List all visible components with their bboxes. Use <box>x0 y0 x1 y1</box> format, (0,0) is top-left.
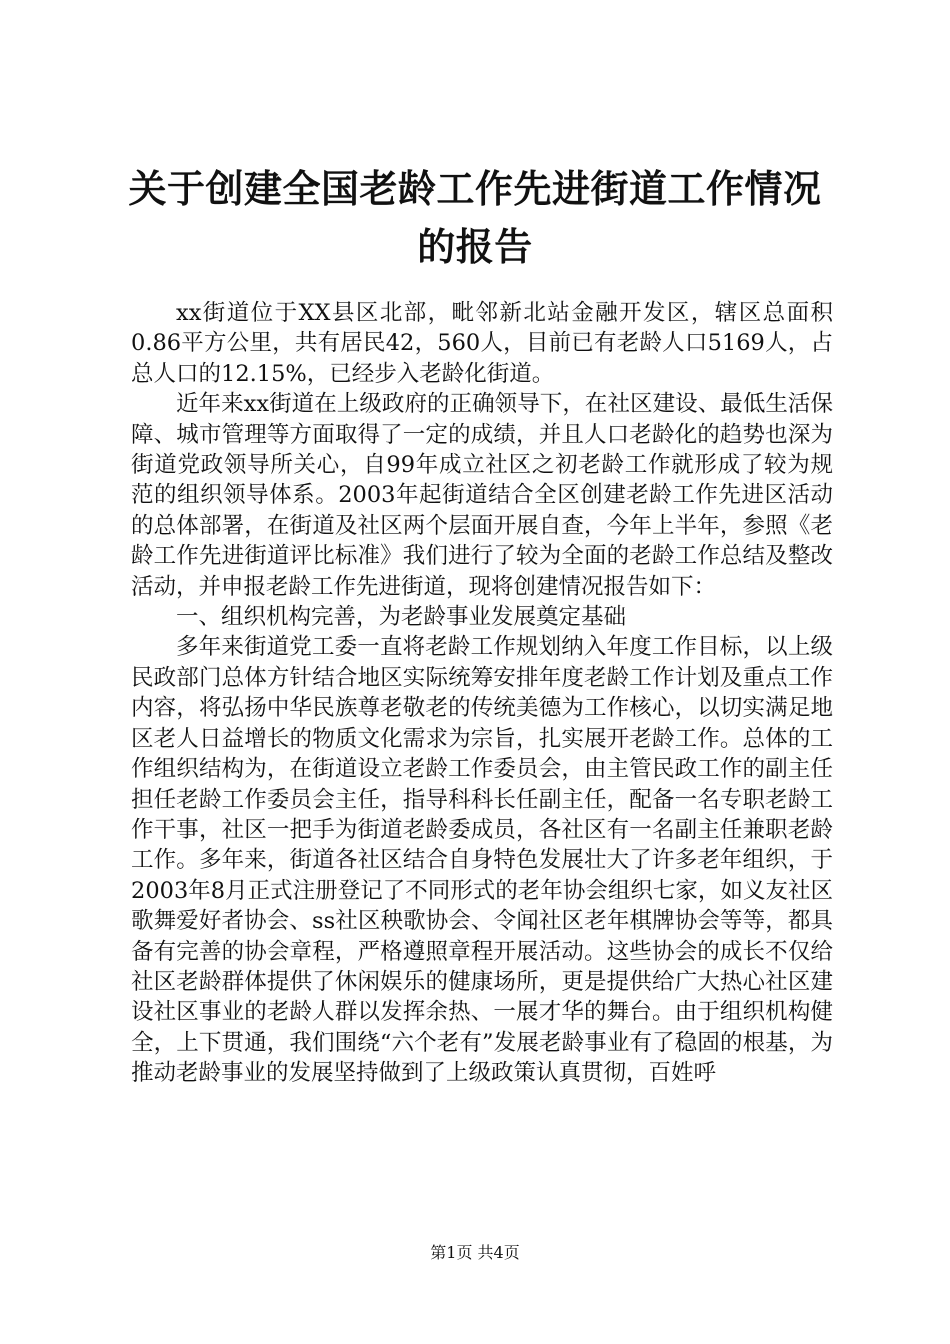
paragraph-background: 近年来xx街道在上级政府的正确领导下，在社区建设、最低生活保障、城市管理等方面取得了一定的成绩，并且人口老龄化的趋势也深为街道党政领导所关心，自99年成立社区之初老龄工作就形成了较为规范的组织领导体系。2003年起街道结合全区创建老龄工作先进区活动的总体部署，在街道及社区两个层面开展自查，今年上半年，参照《老龄工作先进街道评比标准》我们进行了较为全面的老龄工作总结及整改活动，并申报老龄工作先进街道，现将创建情况报告如下： <box>131 391 833 600</box>
paragraph-organization: 多年来街道党工委一直将老龄工作规划纳入年度工作目标，以上级民政部门总体方针结合地区实际统筹安排年度老龄工作计划及重点工作内容，将弘扬中华民族尊老敬老的传统美德为工作核心，以切实满足地区老人日益增长的物质文化需求为宗旨，扎实展开老龄工作。总体的工作组织结构为，在街道设立老龄工作委员会，由主管民政工作的副主任担任老龄工作委员会主任，指导科科长任副主任，配备一名专职老龄工作干事，社区一把手为街道老龄委成员，各社区有一名副主任兼职老龄工作。多年来，街道各社区结合自身特色发展壮大了许多老年组织，于2003年8月正式注册登记了不同形式的老年协会组织七家，如义友社区歌舞爱好者协会、ss社区秧歌协会、令闻社区老年棋牌协会等等，都具备有完善的协会章程，严格遵照章程开展活动。这些协会的成长不仅给社区老龄群体提供了休闲娱乐的健康场所，更是提供给广大热心社区建设社区事业的老龄人群以发挥余热、一展才华的舞台。由于组织机构健全，上下贯通，我们围绕“六个老有”发展老龄事业有了稳固的根基，为推动老龄事业的发展坚持做到了上级政策认真贯彻，百姓呼 <box>131 634 833 1087</box>
paragraph-intro: xx街道位于XX县区北部，毗邻新北站金融开发区，辖区总面积0.86平方公里，共有居民42，560人，目前已有老龄人口5169人，占总人口的12.15%，已经步入老龄化街道。 <box>131 300 833 387</box>
section-heading-1: 一、组织机构完善，为老龄事业发展奠定基础 <box>176 604 627 631</box>
document-body <box>131 298 833 1089</box>
document-title: 关于创建全国老龄工作先进街道工作情况的报告 <box>128 166 822 269</box>
page-number-footer: 第1页 共4页 <box>430 1243 520 1262</box>
